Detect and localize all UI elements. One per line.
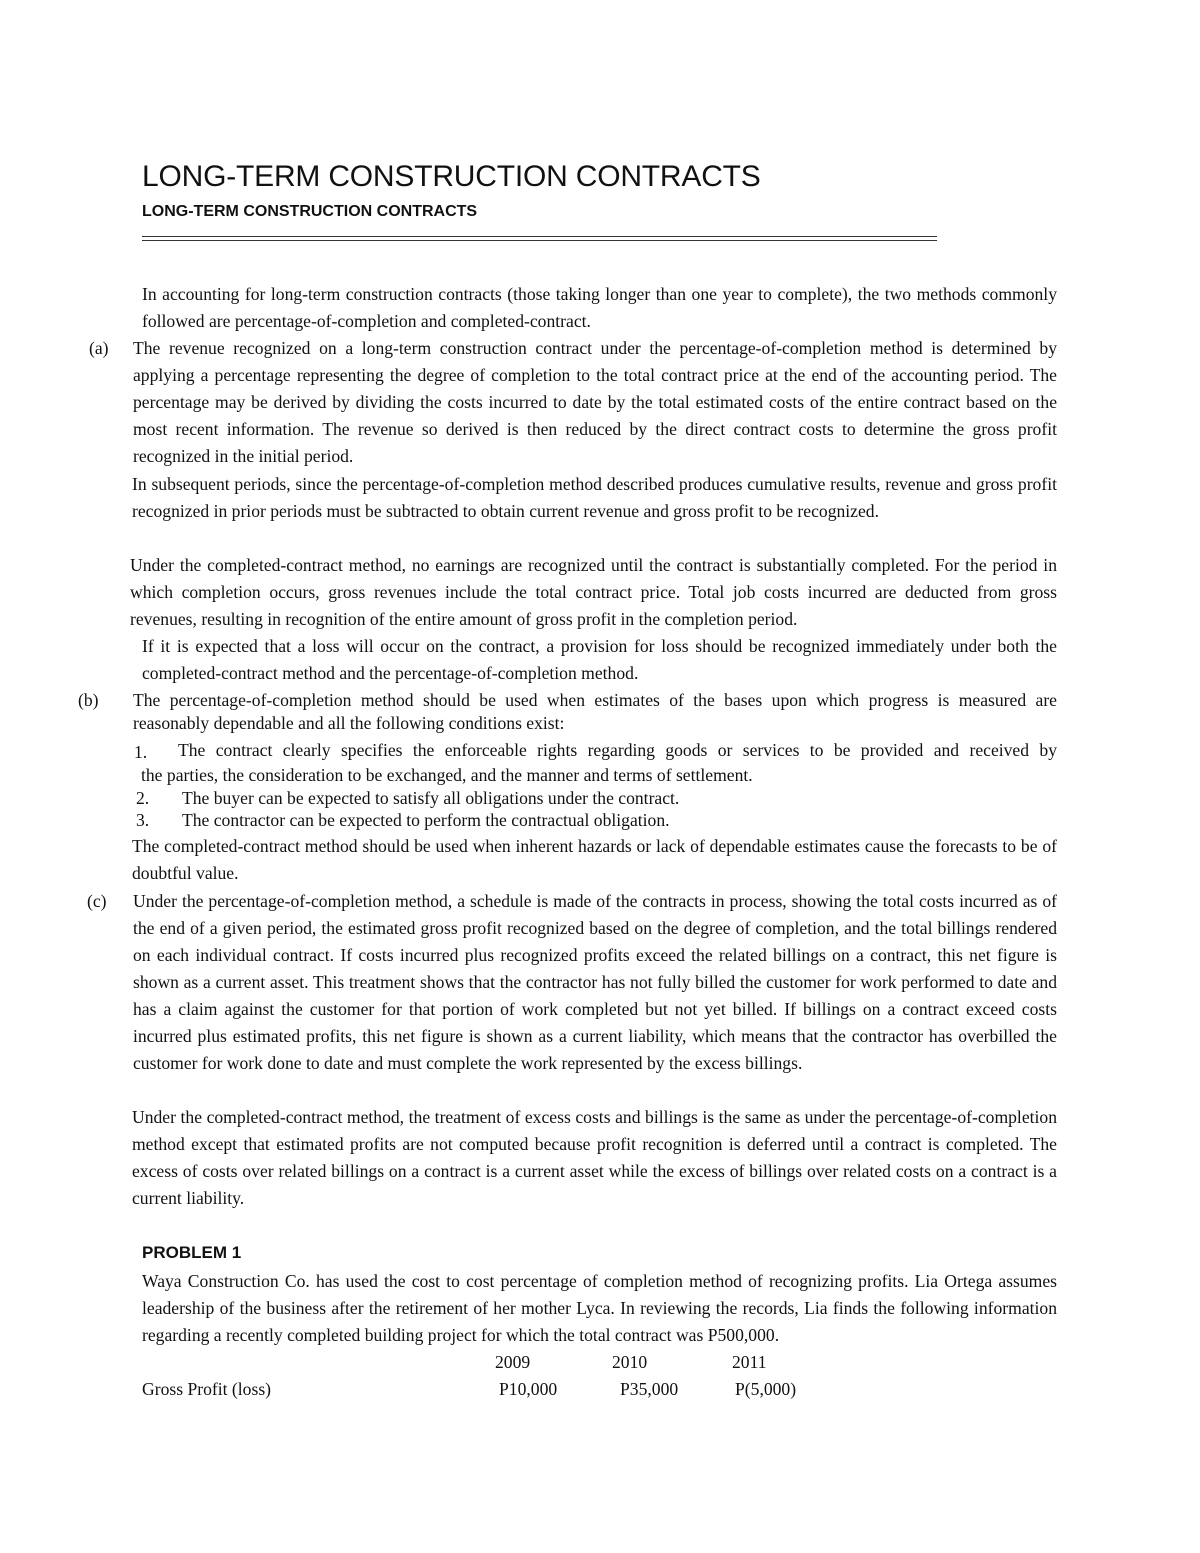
- double-rule-top: [142, 236, 937, 237]
- year-header-2009: 2009: [495, 1352, 531, 1372]
- section-b-paragraph-1: The percentage-of-completion method should be used when estimates of the bases upon which progress is measured are reasonably dependable and all the following conditions exist:: [133, 690, 1057, 733]
- condition-text-2: The buyer can be expected to satisfy all obligations under the contract.: [182, 788, 680, 808]
- section-c-marker: (c): [87, 891, 107, 911]
- condition-text-3: The contractor can be expected to perform the contractual obligation.: [182, 810, 670, 830]
- condition-number-3: 3.: [136, 810, 150, 830]
- section-c-paragraph-2: Under the completed-contract method, the treatment of excess costs and billings is the same as under the percentage-of-completion method except that estimated profits are not computed because profit recognition is deferred until a contract is completed. The excess of costs over related billings on a contract is a current asset while the excess of billings over related costs on a contract is a current liability.: [132, 1107, 1057, 1208]
- condition-number-2: 2.: [136, 788, 150, 808]
- problem-heading: PROBLEM 1: [142, 1243, 242, 1262]
- section-b-marker: (b): [78, 690, 99, 710]
- gross-profit-2011: P(5,000): [735, 1379, 797, 1399]
- gross-profit-2010: P35,000: [620, 1379, 679, 1399]
- intro-paragraph: In accounting for long-term construction contracts (those taking longer than one year to complete), the two methods commonly followed are percentage-of-completion and completed-contract.: [142, 284, 1057, 331]
- gross-profit-row-label: Gross Profit (loss): [142, 1379, 272, 1399]
- section-b-paragraph-2: The completed-contract method should be used when inherent hazards or lack of dependable estimates cause the forecasts to be of doubtful value.: [132, 836, 1057, 883]
- year-header-2011: 2011: [732, 1352, 767, 1372]
- condition-text-1: The contract clearly specifies the enforceable rights regarding goods or services to be provided and received by: [178, 740, 1057, 760]
- condition-text-1-continued: the parties, the consideration to be exchanged, and the manner and terms of settlement.: [141, 765, 753, 785]
- page-title: LONG-TERM CONSTRUCTION CONTRACTS: [142, 160, 761, 193]
- section-a-paragraph-2: In subsequent periods, since the percentage-of-completion method described produces cumulative results, revenue and gross profit recognized in prior periods must be subtracted to obtain current revenue and gross profit to be recognized.: [132, 474, 1057, 521]
- problem-text: Waya Construction Co. has used the cost to cost percentage of completion method of recognizing profits. Lia Ortega assumes leadership of the business after the retirement of her mother Lyca. In reviewing the records, Lia finds the following information regarding a recently completed building project for which the total contract was P500,000.: [142, 1271, 1057, 1345]
- section-a-paragraph-1-text: The revenue recognized on a long-term construction contract under the percentage-of-completion method is determined by applying a percentage representing the degree of completion to the total contract price at the end of the accounting period. The percentage may be derived by dividing the costs incurred to date by the total estimated costs of the entire contract based on the most recent information. The revenue so derived is then reduced by the direct contract costs to determine the gross profit recognized in the initial period.: [133, 338, 1057, 466]
- condition-number-1: 1.: [134, 742, 148, 762]
- section-c-paragraph-1: Under the percentage-of-completion method, a schedule is made of the contracts in process, showing the total costs incurred as of the end of a given period, the estimated gross profit recognized based on the degree of completion, and the total billings rendered on each individual contract. If costs incurred plus recognized profits exceed the related billings on a contract, this net figure is shown as a current asset. This treatment shows that the contractor has not fully billed the customer for work performed to date and has a claim against the customer for that portion of work completed but not yet billed. If billings on a contract exceed costs incurred plus estimated profits, this net figure is shown as a current liability, which means that the contractor has overbilled the customer for work done to date and must complete the work represented by the excess billings.: [133, 891, 1057, 1073]
- section-a-paragraph-1: [133, 335, 1057, 470]
- gross-profit-2009: P10,000: [499, 1379, 558, 1399]
- section-a-paragraph-4: If it is expected that a loss will occur on the contract, a provision for loss should be recognized immediately under both the completed-contract method and the percentage-of-completion method.: [142, 636, 1057, 683]
- year-header-2010: 2010: [612, 1352, 648, 1372]
- section-a-marker: (a): [89, 338, 109, 358]
- double-rule-bottom: [142, 240, 937, 241]
- section-a-paragraph-3: Under the completed-contract method, no earnings are recognized until the contract is substantially completed. For the period in which completion occurs, gross revenues include the total contract price. Total job costs incurred are deducted from gross revenues, resulting in recognition of the entire amount of gross profit in the completion period.: [130, 555, 1057, 629]
- page-subtitle: LONG-TERM CONSTRUCTION CONTRACTS: [142, 203, 478, 220]
